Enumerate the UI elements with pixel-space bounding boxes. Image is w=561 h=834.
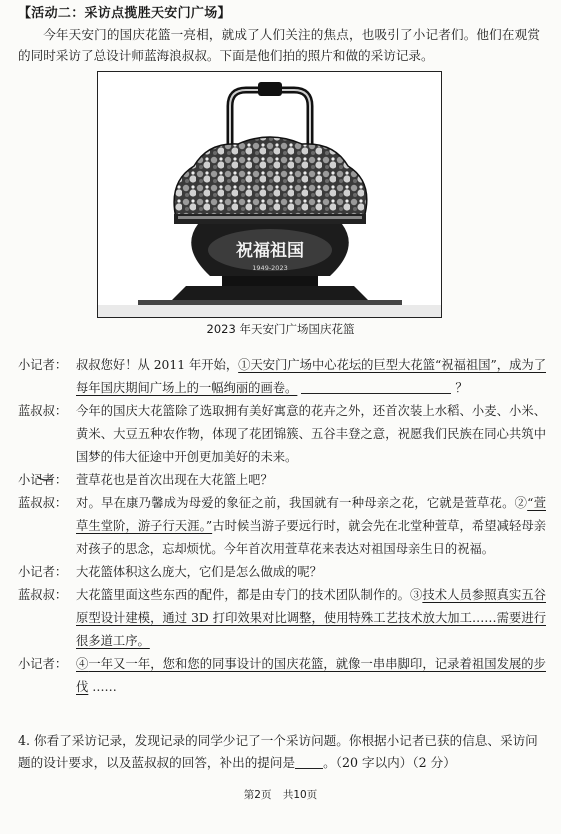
speech-text	[76, 584, 546, 653]
missing-question-blank[interactable]	[301, 380, 451, 394]
interview-record	[18, 354, 546, 699]
intro-paragraph: 今年天安门的国庆花篮一亮相，就成了人们关注的焦点，也吸引了小记者们。他们在观赏的同时采访了总设计师蓝海浪叔叔。下面是他们拍的照片和做的采访记录。	[18, 27, 540, 63]
speech-segment: ？	[455, 381, 468, 395]
underlined-sentence: ④	[76, 657, 89, 671]
speaker-label: 小记者：	[18, 358, 68, 372]
speech-segment: 大花篮里面这些东西的配件，都是由专门的技术团队制作的。③	[76, 588, 423, 602]
underlined-sentence: “萱草生堂阶，游子行天涯。”	[76, 496, 546, 533]
question-4	[18, 730, 540, 774]
dialog-turn	[18, 584, 546, 653]
page-total: 共10页	[282, 789, 318, 801]
speaker-label: 蓝叔叔：	[18, 404, 68, 418]
handwritten-check-mark	[36, 474, 54, 482]
question-text: 4. 你看了采访记录，发现记录的同学少记了一个采访问题。你根据小记者已获的信息、采访问题的设计要求，以及蓝叔叔的回答，补出的提问是	[18, 733, 538, 770]
speech-text	[76, 469, 546, 492]
speaker-label: 小记者：	[18, 473, 68, 487]
speech-segment: 大花篮体积这么庞大，它们是怎么做成的呢？	[76, 565, 322, 579]
dialog-turn	[18, 469, 546, 492]
photo-caption: 2023 年天安门广场国庆花篮	[206, 322, 355, 336]
speech-text	[76, 561, 546, 584]
flower-basket-illustration	[98, 72, 441, 317]
underlined-sentence: 一年又一年，您和您的同事设计的国庆花篮，就像一串串脚印，记录着祖国发展的步伐	[76, 657, 546, 694]
speaker-label: 蓝叔叔：	[18, 496, 68, 510]
question-limit: 。（20 字以内）（2 分）	[323, 755, 456, 770]
speech-text	[76, 354, 546, 400]
vase-slogan: 祝福祖国	[236, 241, 304, 261]
speech-text	[76, 400, 546, 469]
dialog-turn	[18, 400, 546, 469]
section-heading: 【活动二：采访点揽胜天安门广场】	[18, 6, 231, 21]
speech-text	[76, 653, 546, 699]
underlined-sentence: 技术人员参照真实五谷原型设计建模，通过 3D 打印效果对比调整，使用特殊工艺技术放大加工……需要进行很多道工序。	[76, 588, 546, 648]
vase-years: 1949-2023	[252, 264, 288, 272]
page-number: 第2页	[243, 789, 272, 801]
speech-segment: 古时候当游子要远行时，就会先在北堂种萱草，希望减轻母亲对孩子的思念，忘却烦忧。今年首次用萱草花来表达对祖国母亲生日的祝福。	[76, 519, 546, 556]
dialog-turn	[18, 492, 546, 561]
speech-segment: 萱草花也是首次出现在大花篮上吧？	[76, 473, 273, 487]
speech-text	[76, 492, 546, 561]
dialog-turn	[18, 354, 546, 400]
flower-basket-photo	[97, 71, 442, 318]
dialog-turn	[18, 653, 546, 699]
speech-segment: ……	[88, 680, 117, 694]
speech-segment: 今年的国庆大花篮除了选取拥有美好寓意的花卉之外，还首次装上水稻、小麦、小米、黄米、大豆五种农作物，体现了花团锦簇、五谷丰登之意，祝愿我们民族在同心共筑中国梦的伟大征途中开创更加美好的未来。	[76, 404, 546, 464]
speech-segment: 叔叔您好！从 2011 年开始，	[76, 358, 239, 372]
page-footer	[0, 787, 561, 802]
speech-segment: 对。早在康乃馨成为母爱的象征之前，我国就有一种母亲之花，它就是萱草花。②	[76, 496, 528, 510]
speaker-label: 小记者：	[18, 565, 68, 579]
dialog-turn	[18, 561, 546, 584]
speaker-label: 小记者：	[18, 657, 68, 671]
speaker-label: 蓝叔叔：	[18, 588, 68, 602]
answer-blank[interactable]	[295, 756, 323, 769]
underlined-sentence: ①天安门广场中心花坛的巨型大花篮“祝福祖国”，成为了每年国庆期间广场上的一幅绚丽的画卷。	[76, 358, 546, 395]
